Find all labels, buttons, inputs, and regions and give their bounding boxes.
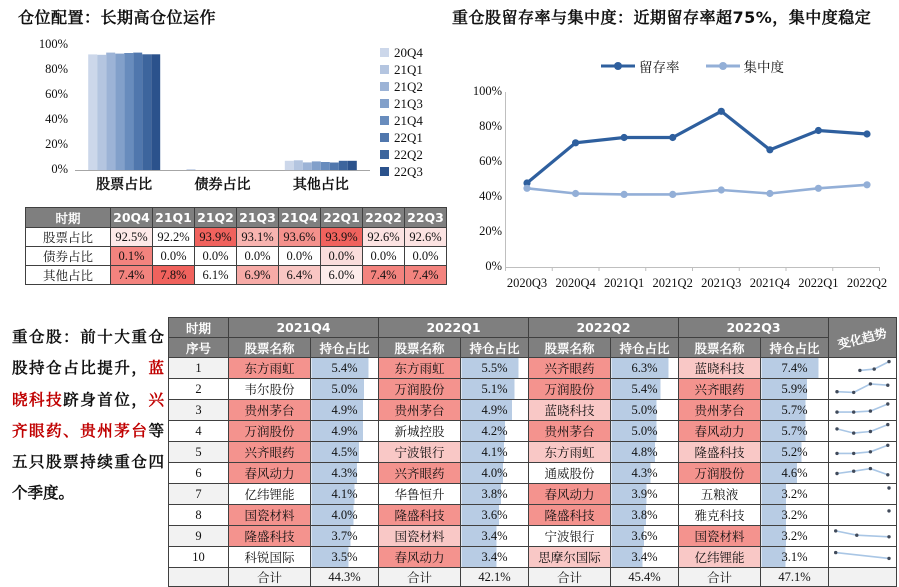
- stock-name-cell: 春风动力: [229, 463, 311, 484]
- holding-pct-cell: 4.3%: [611, 463, 679, 484]
- holding-pct-cell: 3.7%: [311, 526, 379, 547]
- table-row: [169, 484, 897, 505]
- holding-pct-cell: 3.2%: [761, 526, 829, 547]
- bar: [106, 53, 115, 170]
- holding-pct-cell: 5.7%: [761, 421, 829, 442]
- data-point: [572, 190, 579, 197]
- bar-chart-category-labels: [75, 174, 370, 194]
- holding-pct-cell: 4.0%: [461, 463, 529, 484]
- rank-cell: 8: [169, 505, 229, 526]
- holdings-commentary: [12, 322, 164, 510]
- stock-name-cell: 蓝晓科技: [529, 400, 611, 421]
- bar: [124, 53, 133, 170]
- stock-name-cell: 国瓷材料: [229, 505, 311, 526]
- holding-pct-cell: 3.6%: [461, 505, 529, 526]
- legend-label: 22Q1: [394, 129, 423, 145]
- value-subheader: 持仓占比: [761, 338, 829, 358]
- x-tick-label: 2021Q1: [603, 276, 645, 290]
- legend-item: [380, 78, 423, 95]
- legend-label: 20Q4: [394, 44, 423, 60]
- allocation-header-cell: 20Q4: [111, 208, 153, 228]
- holding-pct-cell: 5.0%: [611, 421, 679, 442]
- allocation-value-cell: 7.4%: [363, 266, 405, 285]
- legend-item: [380, 95, 423, 112]
- bar: [339, 161, 348, 170]
- line-series: [527, 111, 867, 183]
- commentary-text: 等五只股票持续重仓四个季度。: [12, 421, 164, 503]
- trend-sparkline-cell: [829, 505, 897, 526]
- table-row: [169, 421, 897, 442]
- bar: [348, 161, 357, 170]
- holding-pct-cell: 4.1%: [311, 484, 379, 505]
- trend-sparkline-cell: [829, 484, 897, 505]
- allocation-value-cell: 92.2%: [153, 228, 195, 247]
- stock-name-cell: 贵州茅台: [229, 400, 311, 421]
- allocation-header-cell: 21Q4: [279, 208, 321, 228]
- sparkline: [830, 547, 896, 564]
- stock-name-cell: 思摩尔国际: [529, 547, 611, 568]
- legend-item: [380, 112, 423, 129]
- holding-pct-cell: 5.0%: [611, 400, 679, 421]
- legend-swatch: [380, 48, 389, 57]
- rank-cell: 9: [169, 526, 229, 547]
- x-tick-label: 2022Q2: [846, 276, 888, 290]
- stock-name-cell: 科锐国际: [229, 547, 311, 568]
- holding-pct-cell: 3.8%: [461, 484, 529, 505]
- allocation-value-cell: 0.0%: [405, 247, 447, 266]
- allocation-value-cell: 7.4%: [111, 266, 153, 285]
- stock-name-cell: 国瓷材料: [679, 526, 761, 547]
- stock-name-cell: 春风动力: [529, 484, 611, 505]
- name-subheader: 股票名称: [229, 338, 311, 358]
- allocation-value-cell: 0.0%: [195, 247, 237, 266]
- legend-item: [706, 56, 785, 76]
- y-tick-label: 100%: [38, 37, 68, 51]
- holding-pct-cell: 4.5%: [311, 442, 379, 463]
- data-point: [815, 127, 822, 134]
- allocation-value-cell: 93.6%: [279, 228, 321, 247]
- stock-name-cell: 贵州茅台: [679, 400, 761, 421]
- holding-pct-cell: 5.2%: [761, 442, 829, 463]
- bar: [115, 54, 124, 170]
- table-row: [169, 358, 897, 379]
- retention-line-chart: [505, 92, 888, 294]
- stock-name-cell: 东方雨虹: [379, 358, 461, 379]
- data-point: [669, 191, 676, 198]
- trend-header-label: 变化趋势: [836, 324, 889, 352]
- rank-cell: 2: [169, 379, 229, 400]
- x-tick-label: 2020Q4: [555, 276, 596, 290]
- bar-category-label: 债券占比: [194, 177, 251, 193]
- total-value-cell: 42.1%: [461, 568, 529, 587]
- commentary-text: 重仓股：前十大重仓股持仓占比提升，: [12, 328, 164, 378]
- sparkline: [830, 505, 896, 522]
- right-chart-title: 重仓股留存率与集中度：近期留存率超75%，集中度稳定: [452, 8, 872, 27]
- data-point: [718, 186, 725, 193]
- data-point: [766, 146, 773, 153]
- holding-pct-cell: 3.4%: [611, 547, 679, 568]
- table-row: [26, 228, 447, 247]
- allocation-header-cell: 22Q3: [405, 208, 447, 228]
- allocation-value-cell: 0.0%: [321, 247, 363, 266]
- y-tick-label: 100%: [472, 84, 502, 98]
- allocation-value-cell: 93.9%: [321, 228, 363, 247]
- legend-swatch: [380, 116, 389, 125]
- row-label-cell: 股票占比: [26, 228, 111, 247]
- holding-pct-cell: 3.2%: [761, 505, 829, 526]
- allocation-header-cell: 22Q1: [321, 208, 363, 228]
- holding-pct-cell: 4.3%: [311, 463, 379, 484]
- legend-label: 21Q2: [394, 78, 423, 94]
- allocation-header-cell: 21Q1: [153, 208, 195, 228]
- stock-name-cell: 华鲁恒升: [379, 484, 461, 505]
- trend-sparkline-cell: [829, 526, 897, 547]
- stock-name-cell: 蓝晓科技: [679, 358, 761, 379]
- total-trend-spacer: [829, 568, 897, 587]
- holding-pct-cell: 5.9%: [761, 379, 829, 400]
- holding-pct-cell: 6.3%: [611, 358, 679, 379]
- holding-pct-cell: 4.9%: [461, 400, 529, 421]
- data-point: [669, 134, 676, 141]
- stock-name-cell: 万润股份: [679, 463, 761, 484]
- highlight-stock-text: 蓝晓科技: [12, 359, 164, 409]
- holding-pct-cell: 3.5%: [311, 547, 379, 568]
- stock-name-cell: 万润股份: [229, 421, 311, 442]
- rank-cell: 1: [169, 358, 229, 379]
- highlight-stock-text: 兴齐眼药、贵州茅台: [12, 390, 164, 440]
- stock-name-cell: 万润股份: [379, 379, 461, 400]
- legend-item: [380, 129, 423, 146]
- holding-pct-cell: 3.9%: [611, 484, 679, 505]
- sparkline: [830, 463, 896, 480]
- allocation-value-cell: 92.6%: [363, 228, 405, 247]
- holding-pct-cell: 4.0%: [311, 505, 379, 526]
- table-row: [169, 379, 897, 400]
- stock-name-cell: 兴齐眼药: [229, 442, 311, 463]
- bar: [285, 161, 294, 170]
- holding-pct-cell: 4.9%: [311, 400, 379, 421]
- rank-cell: 5: [169, 442, 229, 463]
- table-row: [26, 266, 447, 285]
- y-tick-label: 20%: [479, 224, 502, 238]
- allocation-header-cell: 时期: [26, 208, 111, 228]
- stock-name-cell: 通威股份: [529, 463, 611, 484]
- legend-line-swatch: [706, 61, 740, 71]
- trend-sparkline-cell: [829, 463, 897, 484]
- legend-swatch: [380, 82, 389, 91]
- data-point: [863, 130, 870, 137]
- bar: [294, 160, 303, 170]
- holdings-table: [168, 317, 897, 587]
- legend-swatch: [380, 99, 389, 108]
- legend-label: 留存率: [639, 60, 680, 76]
- legend-swatch: [380, 150, 389, 159]
- bar-chart-legend: [380, 44, 423, 180]
- holding-pct-cell: 3.1%: [761, 547, 829, 568]
- allocation-value-cell: 7.4%: [405, 266, 447, 285]
- stock-name-cell: 新城控股: [379, 421, 461, 442]
- line-chart-legend: [505, 56, 880, 76]
- holding-pct-cell: 5.0%: [311, 379, 379, 400]
- holding-pct-cell: 5.4%: [611, 379, 679, 400]
- y-tick-label: 80%: [45, 62, 68, 76]
- x-tick-label: 2020Q3: [506, 276, 548, 290]
- row-label-cell: 债券占比: [26, 247, 111, 266]
- name-subheader: 股票名称: [379, 338, 461, 358]
- holding-pct-cell: 7.4%: [761, 358, 829, 379]
- quarter-header: 2021Q4: [229, 318, 379, 338]
- stock-name-cell: 隆盛科技: [679, 442, 761, 463]
- trend-sparkline-cell: [829, 400, 897, 421]
- holding-pct-cell: 4.8%: [611, 442, 679, 463]
- stock-name-cell: 兴齐眼药: [379, 463, 461, 484]
- legend-item: [380, 61, 423, 78]
- total-row-spacer: [169, 568, 229, 587]
- quarter-header: 2022Q2: [529, 318, 679, 338]
- allocation-value-cell: 0.0%: [363, 247, 405, 266]
- rank-cell: 3: [169, 400, 229, 421]
- table-row: [169, 505, 897, 526]
- trend-sparkline-cell: [829, 547, 897, 568]
- data-point: [621, 134, 628, 141]
- holding-pct-cell: 5.5%: [461, 358, 529, 379]
- y-tick-label: 80%: [479, 119, 502, 133]
- total-row: [169, 568, 897, 587]
- stock-name-cell: 贵州茅台: [379, 400, 461, 421]
- left-chart-title: 仓位配置：长期高仓位运作: [18, 8, 217, 27]
- stock-name-cell: 雅克科技: [679, 505, 761, 526]
- table-row: [169, 442, 897, 463]
- total-value-cell: 44.3%: [311, 568, 379, 587]
- stock-name-cell: 五粮液: [679, 484, 761, 505]
- sparkline: [830, 358, 896, 375]
- holding-pct-cell: 4.9%: [311, 421, 379, 442]
- legend-item: [380, 44, 423, 61]
- y-tick-label: 0%: [51, 162, 68, 176]
- sparkline: [830, 400, 896, 417]
- stock-name-cell: 万润股份: [529, 379, 611, 400]
- total-label-cell: 合计: [379, 568, 461, 587]
- total-label-cell: 合计: [229, 568, 311, 587]
- stock-name-cell: 兴齐眼药: [529, 358, 611, 379]
- legend-line-swatch: [601, 61, 635, 71]
- value-subheader: 持仓占比: [611, 338, 679, 358]
- allocation-value-cell: 7.8%: [153, 266, 195, 285]
- table-row: [169, 526, 897, 547]
- stock-name-cell: 东方雨虹: [229, 358, 311, 379]
- stock-name-cell: 国瓷材料: [379, 526, 461, 547]
- stock-name-cell: 春风动力: [679, 421, 761, 442]
- position-bar-chart: [75, 45, 370, 171]
- x-tick-label: 2021Q2: [652, 276, 693, 290]
- stock-name-cell: 亿纬锂能: [679, 547, 761, 568]
- stock-name-cell: 亿纬锂能: [229, 484, 311, 505]
- legend-swatch: [380, 167, 389, 176]
- quarter-header: 2022Q3: [679, 318, 829, 338]
- name-subheader: 股票名称: [529, 338, 611, 358]
- sparkline: [830, 442, 896, 459]
- allocation-value-cell: 6.4%: [279, 266, 321, 285]
- stock-name-cell: 春风动力: [379, 547, 461, 568]
- holding-pct-cell: 3.6%: [611, 526, 679, 547]
- bar-category-label: 其他占比: [292, 177, 349, 193]
- trend-sparkline-cell: [829, 379, 897, 400]
- commentary-text: 跻身首位，: [63, 390, 149, 409]
- holding-pct-cell: 5.4%: [311, 358, 379, 379]
- bar: [97, 55, 106, 170]
- allocation-table: [25, 207, 447, 285]
- legend-swatch: [380, 65, 389, 74]
- data-point: [766, 190, 773, 197]
- y-tick-label: 40%: [479, 189, 502, 203]
- allocation-value-cell: 6.1%: [195, 266, 237, 285]
- bar: [321, 162, 330, 170]
- bar: [312, 161, 321, 170]
- trend-sparkline-cell: [829, 442, 897, 463]
- row-label-cell: 其他占比: [26, 266, 111, 285]
- legend-label: 22Q2: [394, 146, 423, 162]
- rank-cell: 6: [169, 463, 229, 484]
- rank-cell: 7: [169, 484, 229, 505]
- sparkline: [830, 484, 896, 501]
- y-tick-label: 60%: [45, 87, 68, 101]
- holding-pct-cell: 3.4%: [461, 547, 529, 568]
- table-row: [169, 547, 897, 568]
- allocation-value-cell: 93.9%: [195, 228, 237, 247]
- x-tick-label: 2022Q1: [798, 276, 839, 290]
- bar: [187, 169, 196, 170]
- y-tick-label: 20%: [45, 137, 68, 151]
- legend-label: 21Q4: [394, 112, 423, 128]
- stock-name-cell: 贵州茅台: [529, 421, 611, 442]
- legend-label: 21Q3: [394, 95, 423, 111]
- allocation-value-cell: 6.9%: [237, 266, 279, 285]
- holding-pct-cell: 3.4%: [461, 526, 529, 547]
- data-point: [863, 181, 870, 188]
- holding-pct-cell: 3.8%: [611, 505, 679, 526]
- allocation-value-cell: 0.1%: [111, 247, 153, 266]
- stock-name-cell: 隆盛科技: [229, 526, 311, 547]
- data-point: [621, 191, 628, 198]
- corner-header-top: 时期: [169, 318, 229, 338]
- value-subheader: 持仓占比: [311, 338, 379, 358]
- value-subheader: 持仓占比: [461, 338, 529, 358]
- allocation-value-cell: 0.0%: [279, 247, 321, 266]
- allocation-value-cell: 6.0%: [321, 266, 363, 285]
- legend-item: [380, 146, 423, 163]
- sparkline: [830, 421, 896, 438]
- x-tick-label: 2021Q4: [749, 276, 791, 290]
- legend-item: [601, 56, 680, 76]
- legend-label: 集中度: [743, 60, 784, 76]
- data-point: [718, 108, 725, 115]
- holding-pct-cell: 3.2%: [761, 484, 829, 505]
- total-value-cell: 45.4%: [611, 568, 679, 587]
- allocation-header-cell: 21Q2: [195, 208, 237, 228]
- legend-swatch: [380, 133, 389, 142]
- holding-pct-cell: 5.7%: [761, 400, 829, 421]
- total-label-cell: 合计: [529, 568, 611, 587]
- bar: [330, 163, 339, 171]
- stock-name-cell: 隆盛科技: [379, 505, 461, 526]
- rank-cell: 10: [169, 547, 229, 568]
- allocation-header-cell: 22Q2: [363, 208, 405, 228]
- data-point: [572, 139, 579, 146]
- name-subheader: 股票名称: [679, 338, 761, 358]
- bar: [142, 54, 151, 170]
- legend-label: 21Q1: [394, 61, 423, 77]
- allocation-value-cell: 0.0%: [237, 247, 279, 266]
- stock-name-cell: 东方雨虹: [529, 442, 611, 463]
- bar: [303, 162, 312, 170]
- bar: [88, 54, 97, 170]
- allocation-header-cell: 21Q3: [237, 208, 279, 228]
- trend-sparkline-cell: [829, 358, 897, 379]
- bar: [133, 53, 142, 170]
- x-tick-label: 2021Q3: [701, 276, 742, 290]
- allocation-value-cell: 92.5%: [111, 228, 153, 247]
- sparkline: [830, 526, 896, 543]
- stock-name-cell: 宁波银行: [379, 442, 461, 463]
- sparkline: [830, 379, 896, 396]
- allocation-value-cell: 93.1%: [237, 228, 279, 247]
- stock-name-cell: 隆盛科技: [529, 505, 611, 526]
- stock-name-cell: 兴齐眼药: [679, 379, 761, 400]
- stock-name-cell: 韦尔股份: [229, 379, 311, 400]
- allocation-value-cell: 0.0%: [153, 247, 195, 266]
- table-row: [26, 247, 447, 266]
- y-tick-label: 40%: [45, 112, 68, 126]
- allocation-value-cell: 92.6%: [405, 228, 447, 247]
- quarter-header: 2022Q1: [379, 318, 529, 338]
- stock-name-cell: 宁波银行: [529, 526, 611, 547]
- total-value-cell: 47.1%: [761, 568, 829, 587]
- holding-pct-cell: 4.1%: [461, 442, 529, 463]
- holding-pct-cell: 4.2%: [461, 421, 529, 442]
- y-tick-label: 0%: [485, 259, 502, 273]
- data-point: [523, 185, 530, 192]
- total-label-cell: 合计: [679, 568, 761, 587]
- trend-sparkline-cell: [829, 421, 897, 442]
- holding-pct-cell: 5.1%: [461, 379, 529, 400]
- legend-item: [380, 163, 423, 180]
- corner-header-bottom: 序号: [169, 338, 229, 358]
- bar: [151, 54, 160, 170]
- rank-cell: 4: [169, 421, 229, 442]
- y-tick-label: 60%: [479, 154, 502, 168]
- data-point: [815, 185, 822, 192]
- table-row: [169, 400, 897, 421]
- bar-category-label: 股票占比: [96, 177, 153, 193]
- holding-pct-cell: 4.6%: [761, 463, 829, 484]
- legend-label: 22Q3: [394, 163, 423, 179]
- trend-header: [829, 318, 897, 358]
- table-row: [169, 463, 897, 484]
